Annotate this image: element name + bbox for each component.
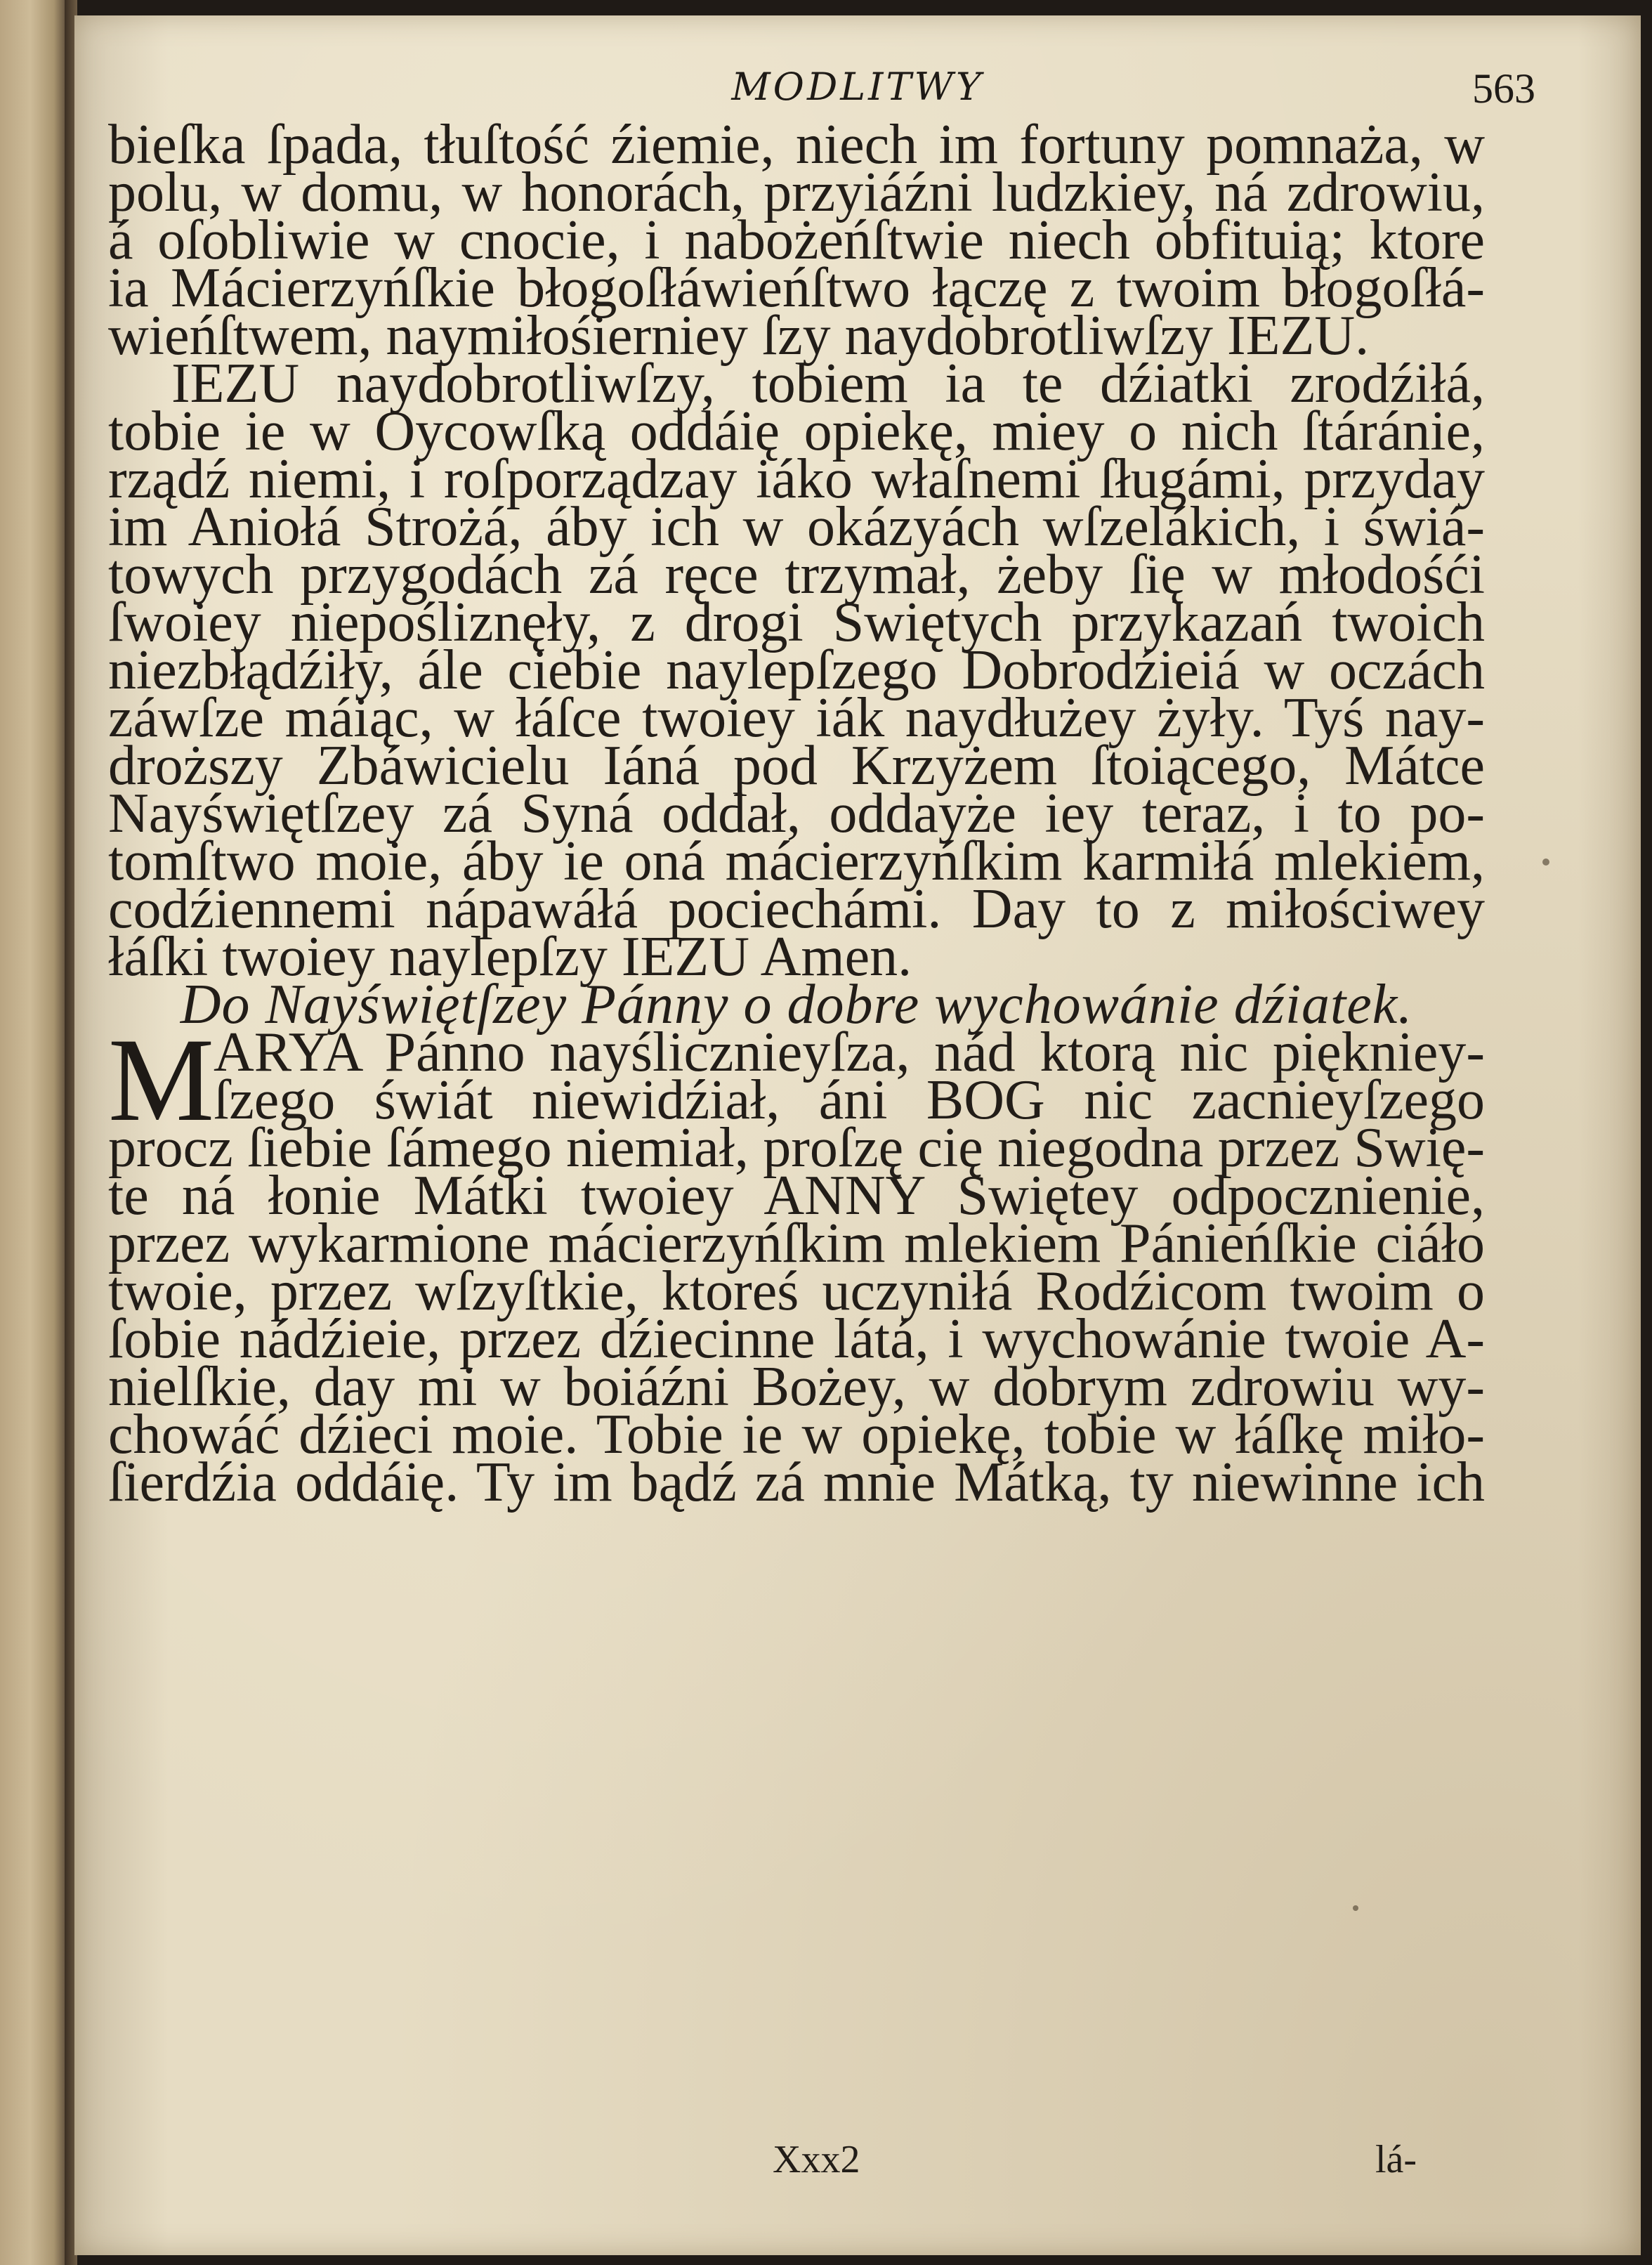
- prayer-heading: Do Nayświętſzey Pánny o dobre wychowánie dźiatek.: [180, 974, 1413, 1036]
- page-number: 563: [1472, 65, 1535, 112]
- body-text: [108, 114, 1485, 1513]
- text-line: procz ſiebie ſámego niemiał, proſzę cię niegodna przez Swię-: [108, 1117, 1485, 1179]
- text-line: im Aniołá Strożá, áby ich w okázyách wſzelákich, i świá-: [108, 496, 1485, 558]
- facing-page-edge: [0, 0, 67, 2265]
- ink-spot: [1353, 1905, 1358, 1911]
- initial-paragraph: [108, 1014, 1485, 1146]
- text-line: ia Mácierzyńſkie błogoſłáwieńſtwo łączę z twoim błogoſłá-: [108, 257, 1485, 319]
- text-line: bieſka ſpada, tłuſtość źiemie, niech im fortuny pomnaża, w: [108, 114, 1485, 176]
- text-line: ſobie nádźieie, przez dźiecinne látá, i wychowánie twoie A-: [108, 1308, 1485, 1370]
- text-line: łáſki twoiey naylepſzy IEZU Amen.: [108, 926, 912, 988]
- text-line: twoie, przez wſzyſtkie, ktoreś uczyniłá Rodźicom twoim o: [108, 1260, 1485, 1322]
- signature-mark: Xxx2: [773, 2138, 860, 2181]
- ink-spot: [1542, 859, 1549, 866]
- text-line: nielſkie, day mi w boiáźni Bożey, w dobrym zdrowiu wy-: [108, 1356, 1485, 1418]
- text-line: droższy Zbáwicielu Iáná pod Krzyżem ſtoiącego, Mátce: [108, 735, 1485, 797]
- text-line: záwſze máiąc, w łáſce twoiey iák naydłużey żyły. Tyś nay-: [108, 687, 1485, 749]
- text-line: ſierdźia oddáię. Ty im bądź zá mnie Mátką, ty niewinne ich: [108, 1451, 1485, 1513]
- running-head: MODLITWY: [731, 65, 984, 109]
- text-line: tobie ie w Oycowſką oddáię opiekę, miey o nich ſtáránie,: [108, 400, 1485, 462]
- text-line: towych przygodách zá ręce trzymał, żeby ſię w młodośći: [108, 544, 1485, 606]
- text-line: ſwoiey niepośliznęły, z drogi Swiętych przykazań twoich: [108, 592, 1485, 653]
- catchword: lá-: [1375, 2138, 1417, 2181]
- text-line: te ná łonie Mátki twoiey ANNY Swiętey odpocznienie,: [108, 1165, 1485, 1227]
- text-line: chowáć dźieci moie. Tobie ie w opiekę, tobie w łáſkę miło-: [108, 1404, 1485, 1466]
- text-line: ſzego świát niewidźiał, áni BOG nic zacnieyſzego: [214, 1069, 1485, 1131]
- text-line: niezbłądźiły, ále ciebie naylepſzego Dobrodźieiá w oczách: [108, 639, 1485, 701]
- text-line: tomſtwo moie, áby ie oná mácierzyńſkim karmiłá mlekiem,: [108, 830, 1485, 892]
- text-line: rządź niemi, i roſporządzay iáko właſnemi ſługámi, przyday: [108, 448, 1485, 510]
- text-line: przez wykarmione mácierzyńſkim mlekiem Pánieńſkie ciáło: [108, 1213, 1485, 1274]
- text-line: ARYA Pánno nayślicznieyſza, nád ktorą nic piękniey-: [214, 1021, 1485, 1083]
- text-line: wieńſtwem, naymiłośierniey ſzy naydobrotliwſzy IEZU.: [108, 305, 1370, 367]
- book-page: [74, 15, 1641, 2255]
- text-line: Nayświętſzey zá Syná oddał, oddayże iey teraz, i to po-: [108, 783, 1485, 844]
- text-line: á oſobliwie w cnocie, i nabożeńſtwie niech obfituią; ktore: [108, 209, 1485, 271]
- text-line: polu, w domu, w honorách, przyiáźni ludzkiey, ná zdrowiu,: [108, 162, 1485, 223]
- drop-cap: M: [108, 1014, 215, 1146]
- text-line: IEZU naydobrotliwſzy, tobiem ia te dźiatki zrodźiłá,: [171, 353, 1485, 415]
- text-line: codźiennemi nápawáłá pociechámi. Day to z miłościwey: [108, 878, 1485, 940]
